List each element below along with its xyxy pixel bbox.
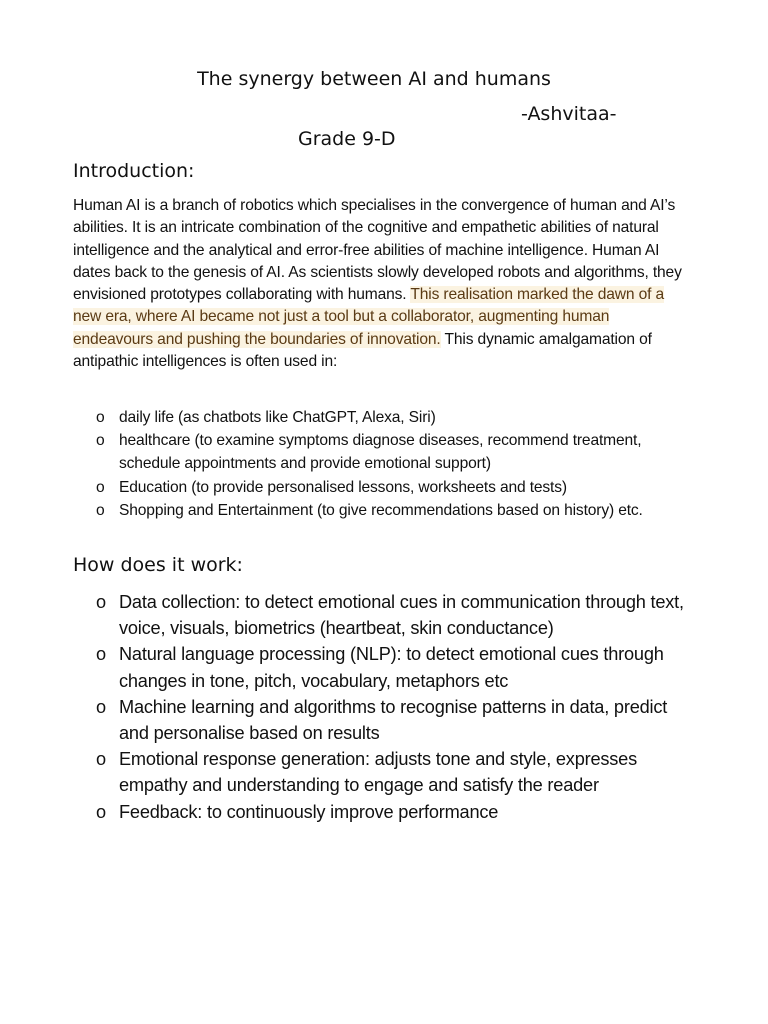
author-name: -Ashvitaa-	[521, 103, 617, 125]
introduction-heading: Introduction:	[73, 160, 195, 182]
bullet-marker: o	[96, 696, 106, 717]
grade-label: Grade 9-D	[298, 128, 396, 150]
bullet-marker: o	[96, 644, 106, 665]
list-item-text: Data collection: to detect emotional cues in communication through text, voice, visuals, biometrics (heartbeat, skin conductance)	[119, 592, 684, 639]
list-item	[73, 429, 673, 475]
list-item-text: Emotional response generation: adjusts tone and style, expresses empathy and understanding to engage and satisfy the reader	[119, 749, 637, 796]
intro-text-start: Human AI is a branch of robotics which specialises in the convergence of human and AI’s abilities. It is an intricate combination of the cognitive and empathetic abilities of natural intelligence and the analytical and error-free abilities of machine intelligence. Human AI dates back to the genesis of AI. As scientists slowly developed robots and algorithms, they envisioned prototypes collaborating with humans.	[73, 197, 682, 304]
list-item-text: Education (to provide personalised lessons, worksheets and tests)	[119, 478, 567, 496]
list-item	[73, 499, 673, 522]
list-item	[73, 641, 693, 693]
bullet-marker: o	[96, 501, 105, 519]
bullet-marker: o	[96, 478, 105, 496]
list-item-text: Feedback: to continuously improve performance	[119, 801, 499, 822]
list-item-text: daily life (as chatbots like ChatGPT, Alexa, Siri)	[119, 409, 436, 426]
bullet-marker: o	[96, 409, 105, 426]
bullet-marker: o	[96, 801, 106, 822]
bullet-marker: o	[96, 592, 106, 612]
list-item	[73, 799, 693, 825]
introduction-paragraph	[73, 195, 688, 373]
list-item-text: Natural language processing (NLP): to detect emotional cues through changes in tone, pitch, vocabulary, metaphors etc	[119, 644, 664, 691]
intro-text-end: This dynamic amalgamation of antipathic intelligences is often used in:	[73, 330, 652, 371]
list-item	[73, 746, 693, 798]
bullet-marker: o	[96, 432, 105, 450]
how-it-works-list	[73, 589, 693, 825]
list-item-text: Machine learning and algorithms to recognise patterns in data, predict and personalise based on results	[119, 696, 668, 744]
list-item-text: Shopping and Entertainment (to give recommendations based on history) etc.	[119, 501, 643, 519]
list-item	[73, 406, 673, 429]
bullet-marker: o	[96, 749, 106, 770]
how-it-works-heading: How does it work:	[73, 554, 243, 576]
list-item	[73, 589, 693, 641]
highlighted-text: This realisation marked the dawn of a new era, where AI became not just a tool but a collaborator, augmenting human endeavours and pushing the boundaries of innovation.	[73, 286, 664, 348]
uses-list	[73, 406, 673, 522]
list-item	[73, 694, 693, 746]
document-title: The synergy between AI and humans	[197, 68, 551, 90]
list-item	[73, 476, 673, 499]
list-item-text: healthcare (to examine symptoms diagnose diseases, recommend treatment, schedule appointments and provide emotional support)	[119, 432, 642, 473]
